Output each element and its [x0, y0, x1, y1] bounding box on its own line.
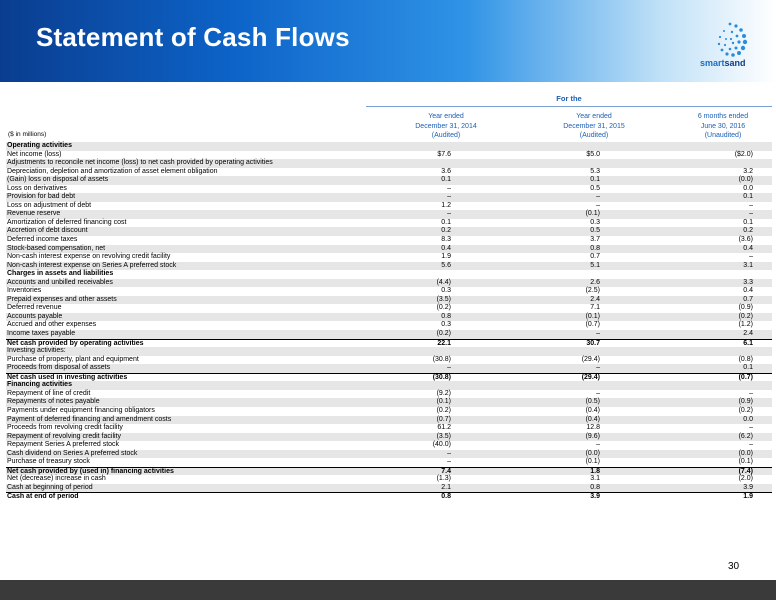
table-row — [6, 262, 772, 271]
row-value-col2: – — [596, 330, 600, 338]
table-row — [6, 296, 772, 305]
row-value-col1: (0.2) — [436, 330, 451, 338]
row-value-col1: 1.2 — [441, 201, 451, 209]
column-header-line: Year ended — [576, 113, 612, 120]
row-value-col2: 12.8 — [586, 424, 600, 432]
table-body — [6, 142, 772, 501]
row-value-col1: 0.3 — [441, 321, 451, 329]
row-label: Net income (loss) — [7, 150, 62, 158]
row-value-col1: – — [447, 458, 451, 466]
table-row — [6, 321, 772, 330]
row-value-col2: 3.1 — [590, 475, 600, 483]
row-value-col2: 2.6 — [590, 278, 600, 286]
row-label: Cash at end of period — [7, 493, 79, 501]
row-value-col1: – — [447, 193, 451, 201]
row-value-col2: (9.6) — [585, 432, 600, 440]
row-label: Loss on adjustment of debt — [7, 201, 92, 209]
column-header-line: Year ended — [428, 113, 464, 120]
row-value-col1: 5.6 — [441, 261, 451, 269]
row-label: Repayments of notes payable — [7, 398, 100, 406]
row-value-col3: 0.1 — [743, 218, 753, 226]
table-row — [6, 236, 772, 245]
row-value-col2: 0.3 — [590, 218, 600, 226]
footer-bar — [0, 580, 776, 600]
row-value-col1: 0.2 — [441, 227, 451, 235]
row-value-col3: (0.2) — [738, 312, 753, 320]
table-row — [6, 151, 772, 160]
table-row — [6, 475, 772, 484]
row-value-col1: (0.2) — [436, 304, 451, 312]
table-row — [6, 270, 772, 279]
row-value-col1: 61.2 — [437, 424, 451, 432]
column-header-line: December 31, 2014 — [415, 122, 477, 130]
row-value-col1: (30.8) — [432, 373, 451, 381]
row-value-col3: – — [749, 253, 753, 261]
row-value-col3: 0.1 — [743, 364, 753, 372]
row-value-col3: – — [749, 389, 753, 397]
row-value-col1: (40.0) — [432, 441, 451, 449]
table-row — [6, 407, 772, 416]
row-value-col3: (0.0) — [738, 176, 753, 184]
table-row — [6, 287, 772, 296]
row-value-col3: 0.4 — [743, 287, 753, 295]
column-header-line: (Audited) — [579, 132, 609, 139]
row-value-col1: (1.3) — [436, 475, 451, 483]
row-label: Non-cash interest expense on Series A preferred stock — [7, 261, 177, 269]
table-row — [6, 185, 772, 194]
row-label: Proceeds from disposal of assets — [7, 364, 111, 372]
row-value-col2: 30.7 — [586, 339, 600, 347]
row-label: Prepaid expenses and other assets — [7, 295, 117, 303]
row-value-col2: – — [596, 193, 600, 201]
row-value-col2: $5.0 — [586, 150, 600, 158]
table-row — [6, 279, 772, 288]
row-value-col3: (0.0) — [738, 449, 753, 457]
row-value-col2: (29.4) — [581, 355, 600, 363]
row-label: Repayment of revolving credit facility — [7, 432, 121, 440]
row-value-col2: (0.4) — [585, 415, 600, 423]
row-label: Revenue reserve — [7, 210, 61, 218]
table-row — [6, 441, 772, 450]
units-label: ($ in millions) — [8, 131, 47, 138]
column-header-line: December 31, 2015 — [563, 122, 625, 130]
row-value-col2: 0.5 — [590, 184, 600, 192]
row-value-col1: – — [447, 184, 451, 192]
column-header-2016 — [674, 112, 772, 142]
row-value-col1: 3.6 — [441, 167, 451, 175]
row-value-col2: 7.1 — [590, 304, 600, 312]
row-value-col3: (2.0) — [738, 475, 753, 483]
row-value-col1: – — [447, 449, 451, 457]
row-label: Purchase of property, plant and equipment — [7, 355, 139, 363]
row-value-col1: – — [447, 210, 451, 218]
row-value-col2: 5.3 — [590, 167, 600, 175]
row-label: Provision for bad debt — [7, 193, 76, 201]
row-value-col2: 2.4 — [590, 295, 600, 303]
row-value-col1: 0.8 — [441, 493, 451, 501]
table-row — [6, 245, 772, 254]
row-value-col2: – — [596, 441, 600, 449]
row-label: Payments under equipment financing obligators — [7, 406, 155, 414]
row-value-col1: 0.1 — [441, 176, 451, 184]
row-value-col2: – — [596, 364, 600, 372]
row-value-col3: 2.4 — [743, 330, 753, 338]
row-value-col1: (0.2) — [436, 406, 451, 414]
smartsand-logo-icon — [690, 18, 770, 78]
table-row — [6, 381, 772, 390]
table-row — [6, 356, 772, 365]
row-value-col3: (0.7) — [738, 373, 753, 381]
row-label: Income taxes payable — [7, 330, 76, 338]
table-row — [6, 142, 772, 151]
row-value-col3: (1.2) — [738, 321, 753, 329]
table-row — [6, 484, 772, 493]
row-label: Net cash used in investing activities — [7, 373, 128, 381]
table-row — [6, 364, 772, 373]
table-row — [6, 168, 772, 177]
table-row — [6, 330, 772, 339]
row-label: Financing activities — [7, 381, 72, 389]
table-row — [6, 373, 772, 382]
row-value-col2: (29.4) — [581, 373, 600, 381]
for-the-header: For the — [556, 94, 582, 103]
row-value-col1: 22.1 — [437, 339, 451, 347]
row-label: Payment of deferred financing and amendment costs — [7, 415, 172, 423]
row-value-col3: (0.9) — [738, 304, 753, 312]
row-value-col2: (2.5) — [585, 287, 600, 295]
row-value-col1: (4.4) — [436, 278, 451, 286]
row-value-col2: (0.7) — [585, 321, 600, 329]
row-value-col3: – — [749, 441, 753, 449]
row-value-col2: (0.5) — [585, 398, 600, 406]
logo-wordmark: smartsand — [700, 58, 746, 68]
row-value-col1: 0.3 — [441, 287, 451, 295]
row-value-col2: 0.1 — [590, 176, 600, 184]
row-value-col1: 1.9 — [441, 253, 451, 261]
row-value-col2: 1.8 — [590, 467, 600, 475]
column-header-line: 6 months ended — [697, 113, 749, 120]
row-label: Accounts and unbilled receivables — [7, 278, 113, 286]
row-value-col1: (30.8) — [432, 355, 451, 363]
row-label: (Gain) loss on disposal of assets — [7, 176, 109, 184]
row-value-col2: 0.8 — [590, 244, 600, 252]
table-row — [6, 193, 772, 202]
row-label: Net cash provided by (used in) financing activities — [7, 467, 174, 475]
row-value-col2: – — [596, 389, 600, 397]
row-label: Amortization of deferred financing cost — [7, 218, 127, 226]
row-label: Repayment Series A preferred stock — [7, 441, 120, 449]
table-row — [6, 416, 772, 425]
row-label: Purchase of treasury stock — [7, 458, 90, 466]
table-row — [6, 467, 772, 476]
row-value-col3: 3.1 — [743, 261, 753, 269]
row-value-col3: 0.1 — [743, 193, 753, 201]
table-row — [6, 424, 772, 433]
row-value-col2: 0.7 — [590, 253, 600, 261]
row-value-col2: 5.1 — [590, 261, 600, 269]
row-value-col1: – — [447, 364, 451, 372]
table-row — [6, 159, 772, 168]
row-value-col1: 0.4 — [441, 244, 451, 252]
row-value-col3: 0.2 — [743, 227, 753, 235]
row-value-col3: – — [749, 424, 753, 432]
row-label: Accretion of debt discount — [7, 227, 88, 235]
row-value-col3: (3.6) — [738, 236, 753, 244]
row-value-col2: 0.8 — [590, 483, 600, 491]
row-label: Charges in assets and liabilities — [7, 270, 114, 278]
row-value-col2: (0.4) — [585, 406, 600, 414]
row-label: Deferred income taxes — [7, 236, 78, 244]
column-header-line: (Unaudited) — [704, 132, 742, 139]
column-header-2015 — [534, 112, 654, 142]
row-value-col1: $7.6 — [437, 150, 451, 158]
table-row — [6, 219, 772, 228]
row-label: Proceeds from revolving credit facility — [7, 424, 123, 432]
row-label: Investing activities: — [7, 347, 66, 355]
row-label: Net cash provided by operating activities — [7, 339, 144, 347]
table-row — [6, 433, 772, 442]
row-label: Inventories — [7, 287, 42, 295]
row-value-col1: 0.1 — [441, 218, 451, 226]
table-row — [6, 176, 772, 185]
slide-title: Statement of Cash Flows — [36, 22, 350, 52]
row-value-col1: 2.1 — [441, 483, 451, 491]
table-row — [6, 390, 772, 399]
table-row — [6, 227, 772, 236]
row-value-col2: – — [596, 201, 600, 209]
row-label: Cash at beginning of period — [7, 483, 93, 491]
row-value-col3: 0.0 — [743, 415, 753, 423]
row-label: Net (decrease) increase in cash — [7, 475, 106, 483]
row-value-col3: 3.2 — [743, 167, 753, 175]
row-value-col3: (7.4) — [738, 467, 753, 475]
row-value-col3: (0.8) — [738, 355, 753, 363]
row-label: Cash dividend on Series A preferred stock — [7, 449, 138, 457]
row-label: Stock-based compensation, net — [7, 244, 106, 252]
row-value-col2: (0.1) — [585, 312, 600, 320]
table-row — [6, 253, 772, 262]
row-value-col2: (0.1) — [585, 458, 600, 466]
header-divider — [366, 106, 772, 107]
row-value-col2: 3.7 — [590, 236, 600, 244]
table-row — [6, 313, 772, 322]
row-label: Depreciation, depletion and amortization of asset element obligation — [7, 167, 218, 175]
row-value-col2: (0.1) — [585, 210, 600, 218]
table-row — [6, 458, 772, 467]
row-value-col3: (6.2) — [738, 432, 753, 440]
row-value-col2: (0.0) — [585, 449, 600, 457]
table-row — [6, 304, 772, 313]
row-label: Operating activities — [7, 142, 72, 149]
row-value-col2: 3.9 — [590, 493, 600, 501]
row-value-col1: (3.5) — [436, 432, 451, 440]
table-row — [6, 347, 772, 356]
page-number: 30 — [728, 561, 740, 572]
row-label: Deferred revenue — [7, 304, 62, 312]
row-value-col3: 3.3 — [743, 278, 753, 286]
row-label: Accounts payable — [7, 312, 63, 320]
row-value-col2: 0.5 — [590, 227, 600, 235]
row-value-col1: (9.2) — [436, 389, 451, 397]
table-row — [6, 202, 772, 211]
row-value-col1: 8.3 — [441, 236, 451, 244]
row-value-col3: (0.2) — [738, 406, 753, 414]
row-value-col3: 0.0 — [743, 184, 753, 192]
row-value-col3: (0.1) — [738, 458, 753, 466]
row-value-col3: 3.9 — [743, 483, 753, 491]
row-label: Non-cash interest expense on revolving credit facility — [7, 253, 171, 261]
row-value-col3: ($2.0) — [734, 150, 753, 158]
table-row — [6, 398, 772, 407]
row-value-col1: (3.5) — [436, 295, 451, 303]
row-label: Accrued and other expenses — [7, 321, 97, 329]
row-label: Adjustments to reconcile net income (loss) to net cash provided by operating activities — [7, 159, 273, 167]
column-header-2014 — [386, 112, 506, 142]
row-value-col3: – — [749, 201, 753, 209]
table-row — [6, 339, 772, 348]
row-value-col3: 0.4 — [743, 244, 753, 252]
row-value-col3: 1.9 — [743, 493, 753, 501]
column-header-line: (Audited) — [431, 132, 461, 139]
table-row — [6, 492, 772, 501]
row-value-col1: 0.8 — [441, 312, 451, 320]
row-label: Loss on derivatives — [7, 184, 67, 192]
row-label: Repayment of line of credit — [7, 389, 91, 397]
row-value-col3: – — [749, 210, 753, 218]
row-value-col1: (0.7) — [436, 415, 451, 423]
table-row — [6, 210, 772, 219]
row-value-col1: 7.4 — [441, 467, 451, 475]
column-header-line: June 30, 2016 — [700, 122, 746, 130]
row-value-col3: 0.7 — [743, 295, 753, 303]
table-row — [6, 450, 772, 459]
row-value-col3: (0.9) — [738, 398, 753, 406]
row-value-col1: (0.1) — [436, 398, 451, 406]
row-value-col3: 6.1 — [743, 339, 753, 347]
